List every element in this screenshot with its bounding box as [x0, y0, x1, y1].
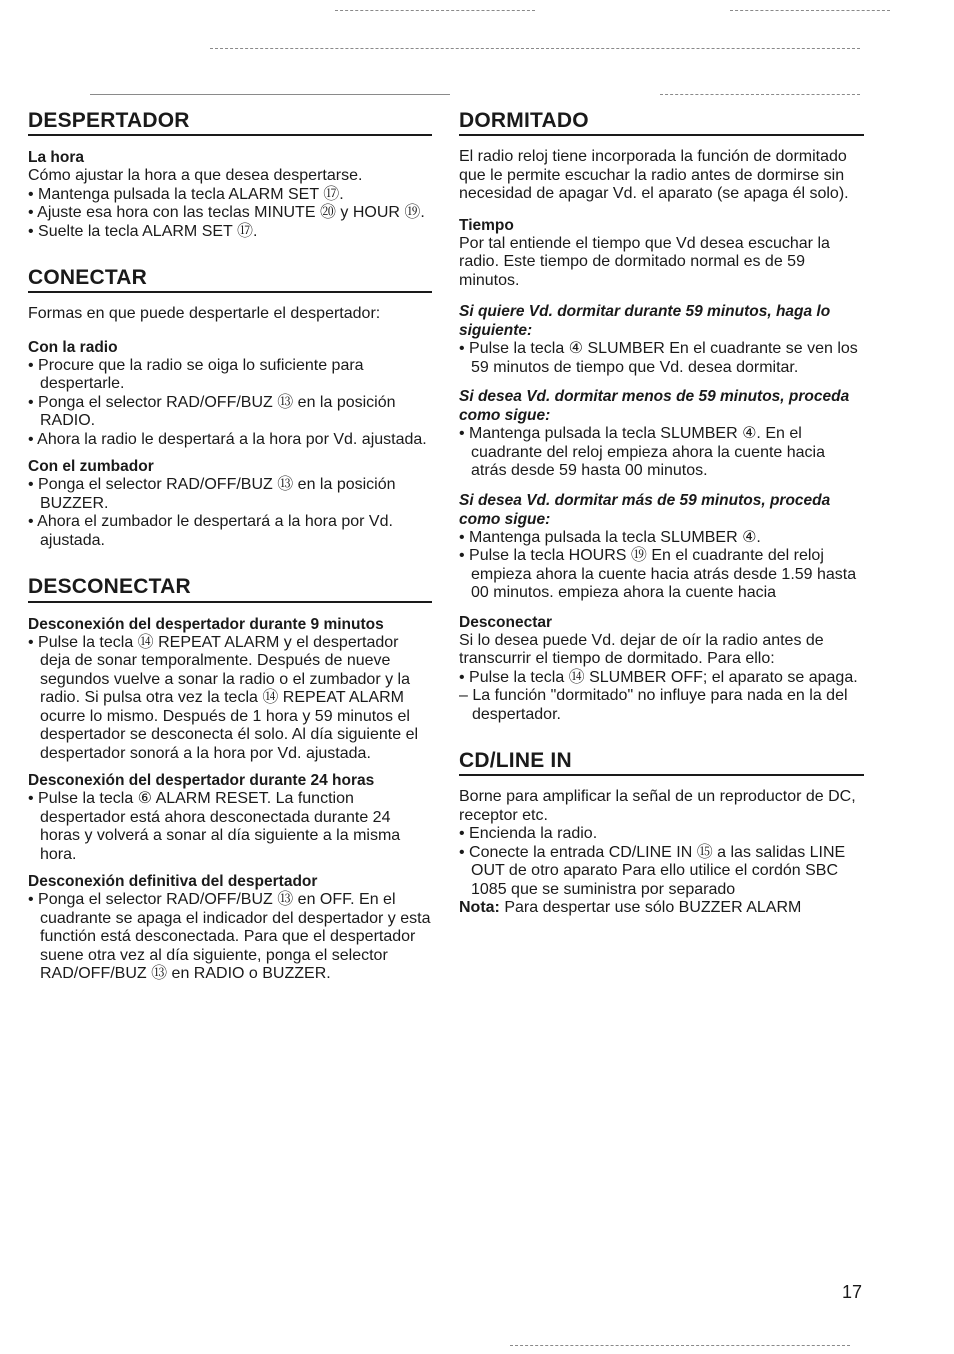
list-item: • Ahora el zumbador le despertará a la hora por Vd. ajustada.: [28, 513, 393, 549]
list-item: • Ponga el selector RAD/OFF/BUZ ⑬ en OFF. En el cuadrante se apaga el indicador del despertador y esta functión está desconectada. Para que el despertador suene otra vez al día siguiente, ponga el selector RAD/OFF/BUZ ⑬ en RADIO o BUZZER.: [28, 891, 431, 983]
tiempo-text: Por tal entiende el tiempo que Vd desea escuchar la radio. Este tiempo de dormitado normal es de 59 minutos.: [459, 234, 830, 289]
subheading-con-radio: Con la radio: [28, 338, 118, 356]
list-item: • Ahora la radio le despertará a la hora por Vd. ajustada.: [28, 430, 427, 448]
subheading-con-zumbador: Con el zumbador: [28, 458, 154, 476]
definitiva-list: [28, 891, 432, 984]
subheading-59-minutos: Si quiere Vd. dormitar durante 59 minutos, haga lo siguiente:: [459, 303, 831, 340]
section-title-despertador: DESPERTADOR: [28, 108, 432, 136]
scan-artifact-line: [730, 10, 890, 11]
list-item: • Ponga el selector RAD/OFF/BUZ ⑬ en la posición BUZZER.: [28, 476, 396, 512]
list-item: • Suelte la tecla ALARM SET ⑰.: [28, 222, 258, 240]
caso59-list: [459, 340, 864, 377]
list-item: • Mantenga pulsada la tecla SLUMBER ④. En el cuadrante del reloj empieza ahora la cuente hacia atrás desde 59 hasta 00 minutos.: [459, 425, 826, 480]
section-dormitado: [459, 108, 864, 724]
scan-artifact-line: [210, 48, 860, 49]
list-item: • Mantenga pulsada la tecla SLUMBER ④.: [459, 528, 761, 546]
con-radio-list: [28, 357, 432, 450]
list-item: • Pulse la tecla ⑭ SLUMBER OFF; el aparato se apaga.: [459, 668, 858, 686]
section-despertador: [28, 108, 432, 241]
list-item: • Pulse la tecla ⑥ ALARM RESET. La function despertador está ahora desconectada durante 24 horas y volverá a sonar al día siguiente a la misma hora.: [28, 790, 401, 863]
page-number: 17: [842, 1282, 863, 1302]
cdline-intro: Borne para amplificar la señal de un reproductor de DC, receptor etc.: [459, 788, 856, 824]
subheading-definitiva: Desconexión definitiva del despertador: [28, 873, 318, 891]
subheading-9-minutos: Desconexión del despertador durante 9 minutos: [28, 615, 384, 633]
list-item: • Conecte la entrada CD/LINE IN ⑮ a las salidas LINE OUT de otro aparato Para ello utilice el cordón SBC 1085 que se suministra por separado: [459, 843, 846, 898]
scan-artifact-line: [510, 1345, 850, 1346]
list-item: • Ajuste esa hora con las teclas MINUTE ⑳ y HOUR ⑲.: [28, 204, 425, 222]
section-title-conectar: CONECTAR: [28, 265, 432, 293]
scan-artifact-line: [90, 94, 450, 95]
list-item: • Pulse la tecla HOURS ⑲ En el cuadrante del reloj empieza ahora la cuente hacia atrás desde 1.59 hasta 00 minutos. empieza ahora la cuente hacia: [459, 547, 857, 602]
cdline-note: [459, 899, 864, 918]
list-item: • Ponga el selector RAD/OFF/BUZ ⑬ en la posición RADIO.: [28, 393, 396, 430]
subheading-tiempo: Tiempo: [459, 216, 514, 234]
scan-artifact-line: [660, 94, 860, 95]
subheading-menos-59: Si desea Vd. dormitar menos de 59 minutos, proceda como sigue:: [459, 388, 850, 425]
section-title-cd-line-in: CD/LINE IN: [459, 748, 864, 776]
nueve-minutos-list: [28, 634, 432, 764]
desconectar-text: Si lo desea puede Vd. dejar de oír la radio antes de transcurrir el tiempo de dormitado. Para ello:: [459, 631, 824, 668]
scan-artifact-line: [335, 10, 535, 11]
right-column: [459, 108, 864, 942]
left-column: [28, 108, 432, 1008]
conectar-intro: Formas en que puede despertarle el despertador:: [28, 305, 381, 323]
subheading-24-horas: Desconexión del despertador durante 24 horas: [28, 772, 375, 790]
la-hora-list: [28, 186, 432, 242]
section-desconectar: [28, 574, 432, 983]
dormitado-intro: El radio reloj tiene incorporada la función de dormitado que le permite escuchar la radio antes de dormirse sin necesidad de apagar Vd. el aparato (se apaga él solo).: [459, 148, 849, 203]
list-item: • Pulse la tecla ⑭ REPEAT ALARM y el despertador deja de sonar temporalmente. Después de nueve segundos vuelve a sonar la radio o el zumbador y la radio. Si pulsa otra vez la tecla ⑭ REPEAT ALARM ocurre lo mismo. Después de 1 hora y 59 minutos el despertador se desconecta él solo. Al día siguiente el despertador sonorá a la hora por Vd. ajustada.: [28, 633, 419, 762]
mas-list: [459, 529, 864, 603]
list-item: • Encienda la radio.: [459, 825, 598, 843]
subheading-la-hora: La hora: [28, 149, 84, 167]
veinticuatro-horas-list: [28, 790, 432, 864]
section-title-desconectar: DESCONECTAR: [28, 574, 432, 602]
menos-list: [459, 425, 864, 481]
list-item: • Procure que la radio se oiga lo suficiente para despertarle.: [28, 356, 364, 393]
con-zumbador-list: [28, 476, 432, 550]
subheading-mas-59: Si desea Vd. dormitar más de 59 minutos, proceda como sigue:: [459, 491, 831, 528]
subheading-desconectar: Desconectar: [459, 613, 553, 631]
cdline-list: [459, 825, 864, 899]
list-item: – La función "dormitado" no influye para nada en la del despertador.: [459, 687, 848, 723]
list-item: • Pulse la tecla ④ SLUMBER En el cuadrante se ven los 59 minutos de tiempo que Vd. desea dormitar.: [459, 340, 858, 376]
section-title-dormitado: DORMITADO: [459, 108, 864, 136]
section-conectar: [28, 265, 432, 550]
list-item: • Mantenga pulsada la tecla ALARM SET ⑰.: [28, 185, 344, 203]
la-hora-intro: Cómo ajustar la hora a que desea despertarse.: [28, 167, 363, 185]
section-cd-line-in: [459, 748, 864, 918]
note-label: Nota:: [459, 899, 500, 917]
note-text: Para despertar use sólo BUZZER ALARM: [499, 899, 802, 917]
desconectar-list: [459, 669, 864, 725]
